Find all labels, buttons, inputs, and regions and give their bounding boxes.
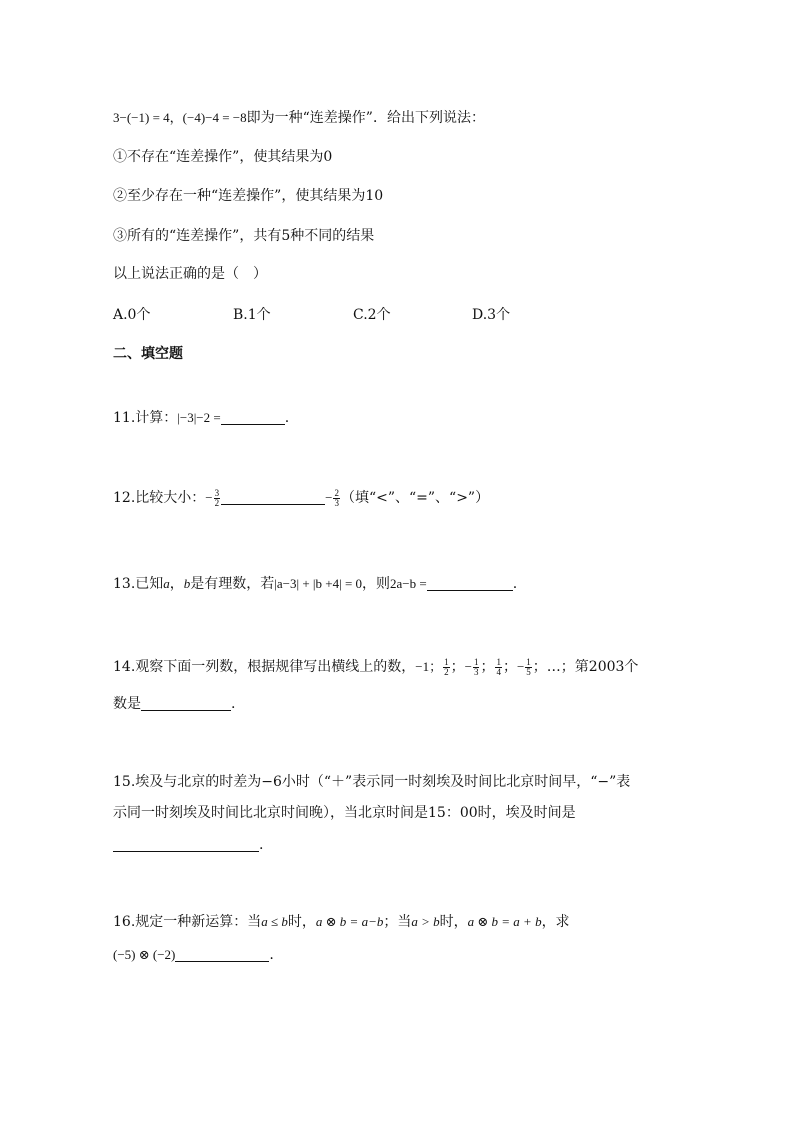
q16-condition-2: a > b bbox=[411, 914, 440, 929]
q14-term-2-num: 1 bbox=[444, 656, 449, 667]
q14-period: . bbox=[231, 696, 236, 712]
q12-frac1-sign: − bbox=[205, 490, 213, 505]
q15-period: . bbox=[259, 837, 264, 853]
q16-part4: 时， bbox=[439, 914, 468, 930]
q16-period: . bbox=[269, 947, 274, 963]
q13-comma: ， bbox=[169, 576, 184, 592]
q14-sep-1: ； bbox=[450, 659, 465, 675]
section-heading: 二、填空题 bbox=[113, 346, 183, 362]
q13-var-b: b bbox=[183, 576, 191, 591]
question-13 bbox=[113, 574, 517, 594]
q13-var-a: a bbox=[163, 576, 170, 591]
q16-condition-1: a ≤ b bbox=[261, 914, 288, 929]
question-15-line2: 示同一时刻埃及时间比北京时间晚），当北京时间是15：00时，埃及时间是 bbox=[113, 805, 576, 821]
q13-part1: 13.已知 bbox=[113, 576, 164, 592]
question-14-line2 bbox=[113, 694, 235, 714]
q16-answer-blank[interactable] bbox=[175, 947, 269, 962]
q13-condition: |a−3| + |b +4| = 0 bbox=[274, 576, 363, 591]
question-12 bbox=[113, 488, 489, 508]
q14-sep-4: ； bbox=[532, 659, 547, 675]
q11-period: . bbox=[284, 410, 290, 426]
q13-period: . bbox=[512, 576, 518, 592]
q14-term-2-den: 2 bbox=[444, 666, 449, 677]
q14-term-1: −1； bbox=[415, 659, 443, 674]
q16-rule-1: a ⊗ b = a−b bbox=[315, 914, 384, 929]
q14-term-3-sign: − bbox=[464, 659, 472, 674]
question-15-line1: 15.埃及与北京的时差为−6小时（“＋”表示同一时刻埃及时间比北京时间早，“−”表 bbox=[113, 774, 631, 790]
q12-note: （填“<”、“=”、“>”） bbox=[340, 490, 490, 506]
q12-frac1-num: 3 bbox=[214, 487, 220, 498]
q13-answer-blank[interactable] bbox=[427, 576, 513, 591]
q12-frac2-num: 2 bbox=[334, 487, 339, 498]
q13-part3: ，则 bbox=[362, 576, 391, 592]
q13-part2: 是有理数，若 bbox=[190, 576, 275, 592]
q14-ellipsis: …； bbox=[546, 659, 575, 675]
question-16-line1 bbox=[113, 912, 570, 932]
q10-statement-3: ③所有的“连差操作”，共有5种不同的结果 bbox=[113, 228, 375, 244]
q12-frac2-sign: − bbox=[325, 490, 333, 505]
q10-options bbox=[113, 305, 613, 325]
option-c[interactable]: C.2个 bbox=[353, 307, 391, 323]
q14-term-5-den: 5 bbox=[526, 666, 531, 677]
q14-term-4-num: 1 bbox=[496, 656, 501, 667]
q16-part5: ，求 bbox=[541, 914, 570, 930]
q14-part1: 14.观察下面一列数，根据规律写出横线上的数， bbox=[113, 659, 416, 675]
q14-term-2 bbox=[443, 658, 450, 677]
q12-frac2 bbox=[333, 489, 340, 508]
q11-expression: |−3|−2 = bbox=[177, 410, 221, 425]
q15-answer-blank[interactable] bbox=[113, 837, 259, 852]
q14-term-3-den: 3 bbox=[473, 666, 479, 677]
q14-part2: 第2003个 bbox=[574, 659, 639, 675]
q10-intro-text: 即为一种“连差操作”．给出下列说法： bbox=[246, 110, 485, 126]
q14-part3: 数是 bbox=[113, 696, 141, 712]
q10-statement-2: ②至少存在一种“连差操作”，使其结果为10 bbox=[113, 188, 384, 204]
q12-frac1-den: 2 bbox=[214, 497, 220, 508]
q12-label: 12.比较大小： bbox=[113, 490, 206, 506]
option-d[interactable]: D.3个 bbox=[472, 307, 511, 323]
q11-answer-blank[interactable] bbox=[221, 410, 285, 425]
q10-statement-1: ①不存在“连差操作”，使其结果为0 bbox=[113, 149, 333, 165]
question-11 bbox=[113, 408, 289, 428]
question-16-line2 bbox=[113, 945, 274, 965]
q12-frac1 bbox=[214, 489, 221, 508]
q16-part1: 16.规定一种新运算：当 bbox=[113, 914, 262, 930]
q10-intro bbox=[113, 108, 485, 128]
q11-label: 11.计算： bbox=[113, 410, 178, 426]
q10-question: 以上说法正确的是（ ） bbox=[113, 266, 267, 282]
q10-intro-math: 3−(−1) = 4，(−4)−4 = −8 bbox=[113, 110, 247, 125]
q14-term-4-den: 4 bbox=[496, 666, 501, 677]
q14-term-5-num: 1 bbox=[526, 656, 531, 667]
q14-term-5-sign: − bbox=[516, 659, 525, 674]
q13-expression: 2a−b = bbox=[390, 576, 427, 591]
q14-sep-2: ； bbox=[480, 659, 495, 675]
q14-term-4 bbox=[495, 658, 502, 677]
q14-term-3-num: 1 bbox=[473, 656, 479, 667]
q12-answer-blank[interactable] bbox=[221, 490, 325, 505]
q12-frac2-den: 3 bbox=[334, 497, 339, 508]
q16-part3: ；当 bbox=[383, 914, 412, 930]
option-b[interactable]: B.1个 bbox=[233, 307, 271, 323]
option-a[interactable]: A.0个 bbox=[113, 307, 151, 323]
q16-rule-2: a ⊗ b = a + b bbox=[467, 914, 542, 929]
question-14-line1 bbox=[113, 657, 638, 677]
q14-term-5 bbox=[525, 658, 532, 677]
q16-expression: (−5) ⊗ (−2) bbox=[113, 947, 176, 962]
q14-term-3 bbox=[473, 658, 480, 677]
q14-answer-blank[interactable] bbox=[141, 696, 231, 711]
question-15-line3 bbox=[113, 835, 263, 855]
q16-part2: 时， bbox=[287, 914, 316, 930]
q14-sep-3: ； bbox=[502, 659, 517, 675]
